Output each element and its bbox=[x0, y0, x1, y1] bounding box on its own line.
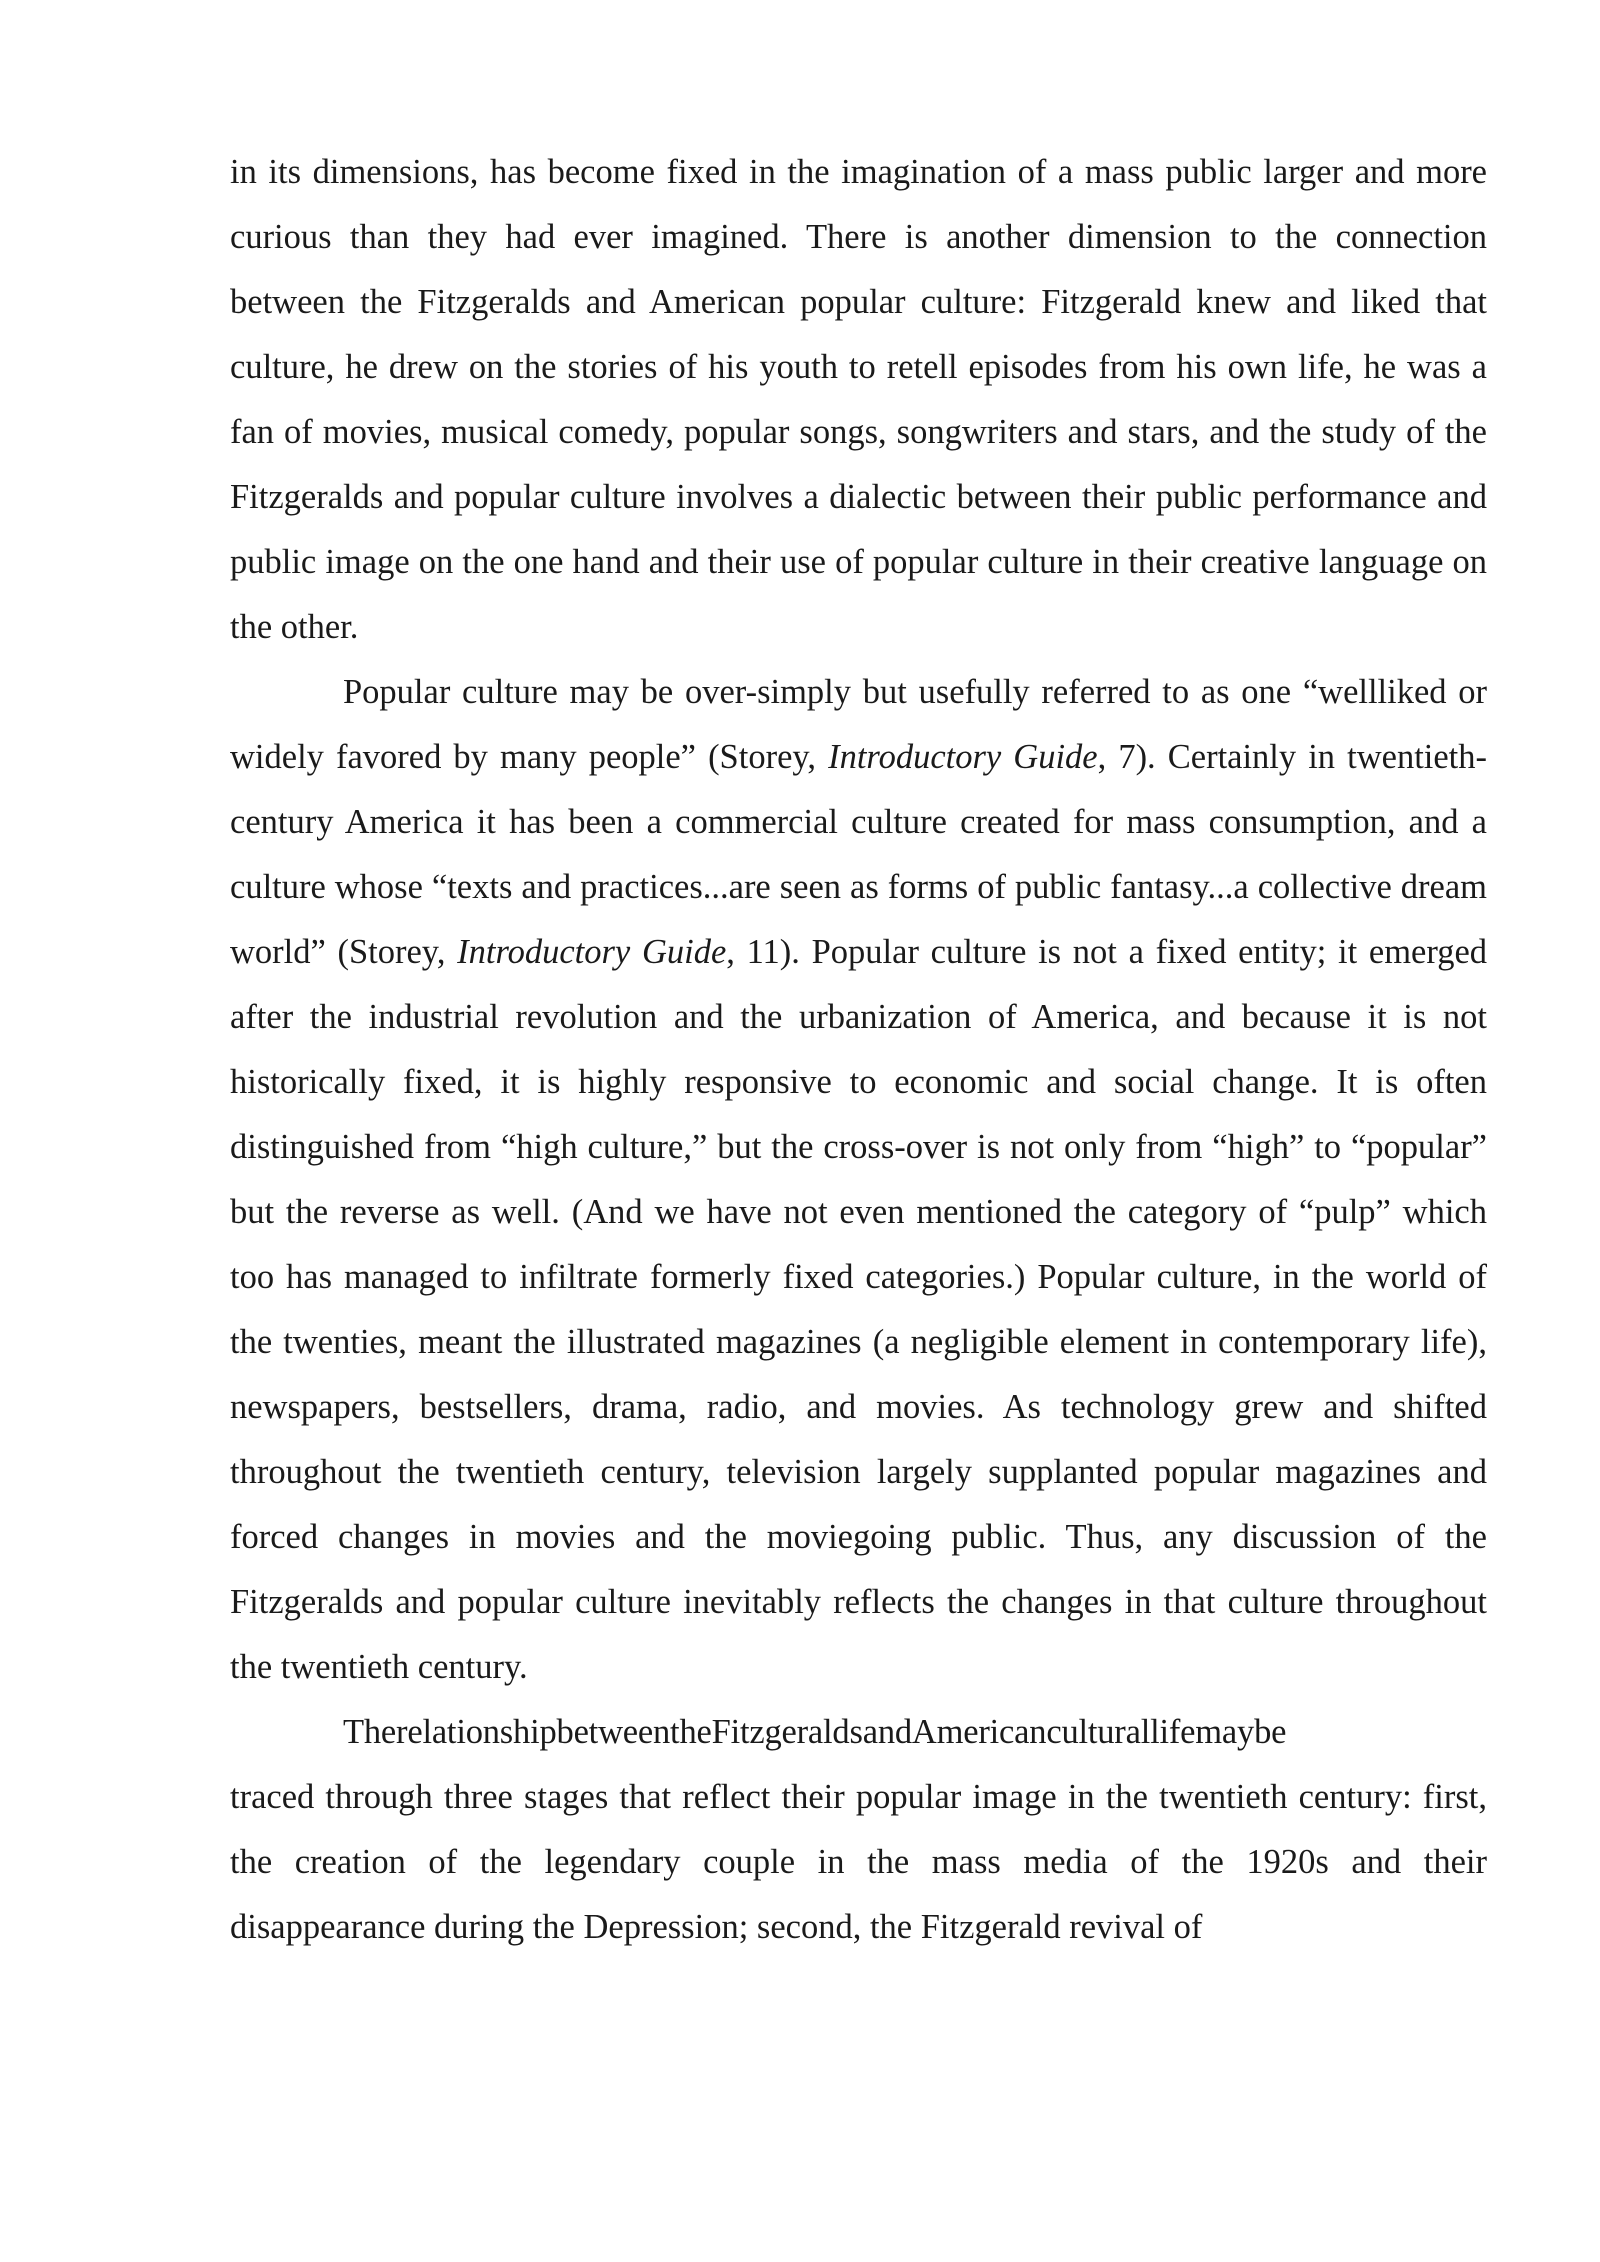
paragraph-1-text: in its dimensions, has become fixed in the imagination of a mass public larger and more curious than they had ever imagined. There is another dimension to the connection between the Fitzgeralds and American popular culture: Fitzgerald knew and liked that culture, he drew on the stories of his youth to retell episodes from his own life, he was a fan of movies, musical comedy, popular songs, songwriters and stars, and the study of the Fitzgeralds and popular culture involves a dialectic between their public performance and public image on the one hand and their use of popular culture in their creative language on the other. bbox=[230, 153, 1487, 646]
paragraph-3-first-line: TherelationshipbetweentheFitzgeraldsandAmericanculturallifemaybe bbox=[343, 1713, 1287, 1751]
paragraph-3 bbox=[230, 1700, 1487, 1960]
paragraph-2 bbox=[230, 660, 1487, 1700]
paragraph-2-text-c: , 11). Popular culture is not a fixed entity; it emerged after the industrial revolution and the urbanization of America, and because it is not historically fixed, it is highly responsive to economic and social change. It is often distinguished from “high culture,” but the cross-over is not only from “high” to “popular” but the reverse as well. (And we have not even mentioned the category of “pulp” which too has managed to infiltrate formerly fixed categories.) Popular culture, in the world of the twenties, meant the illustrated magazines (a negligible element in contemporary life), newspapers, bestsellers, drama, radio, and movies. As technology grew and shifted throughout the twentieth century, television largely supplanted popular magazines and forced changes in movies and the moviegoing public. Thus, any discussion of the Fitzgeralds and popular culture inevitably reflects the changes in that culture throughout the twentieth century. bbox=[230, 933, 1488, 1686]
paragraph-3-text: traced through three stages that reflect their popular image in the twentieth century: first, the creation of the legendary couple in the mass media of the 1920s and their disappearance during the Depression; second, the Fitzgerald revival of bbox=[230, 1778, 1487, 1946]
citation-title-2: Introductory Guide bbox=[457, 933, 727, 971]
paragraph-2-text-b: , 7). Certainly in twentieth-century America it has been a commercial culture created for mass consumption, and a culture whose “texts and practices...are seen as forms of public fantasy...a collective dream world” (Storey, bbox=[230, 738, 1488, 971]
paragraph-2-text-a: Popular culture may be over-simply but usefully referred to as one “wellliked or widely favored by many people” (Storey, bbox=[230, 673, 1487, 776]
paragraph-1 bbox=[230, 140, 1487, 660]
body-text bbox=[230, 140, 1487, 1960]
citation-title-1: Introductory Guide bbox=[828, 738, 1098, 776]
